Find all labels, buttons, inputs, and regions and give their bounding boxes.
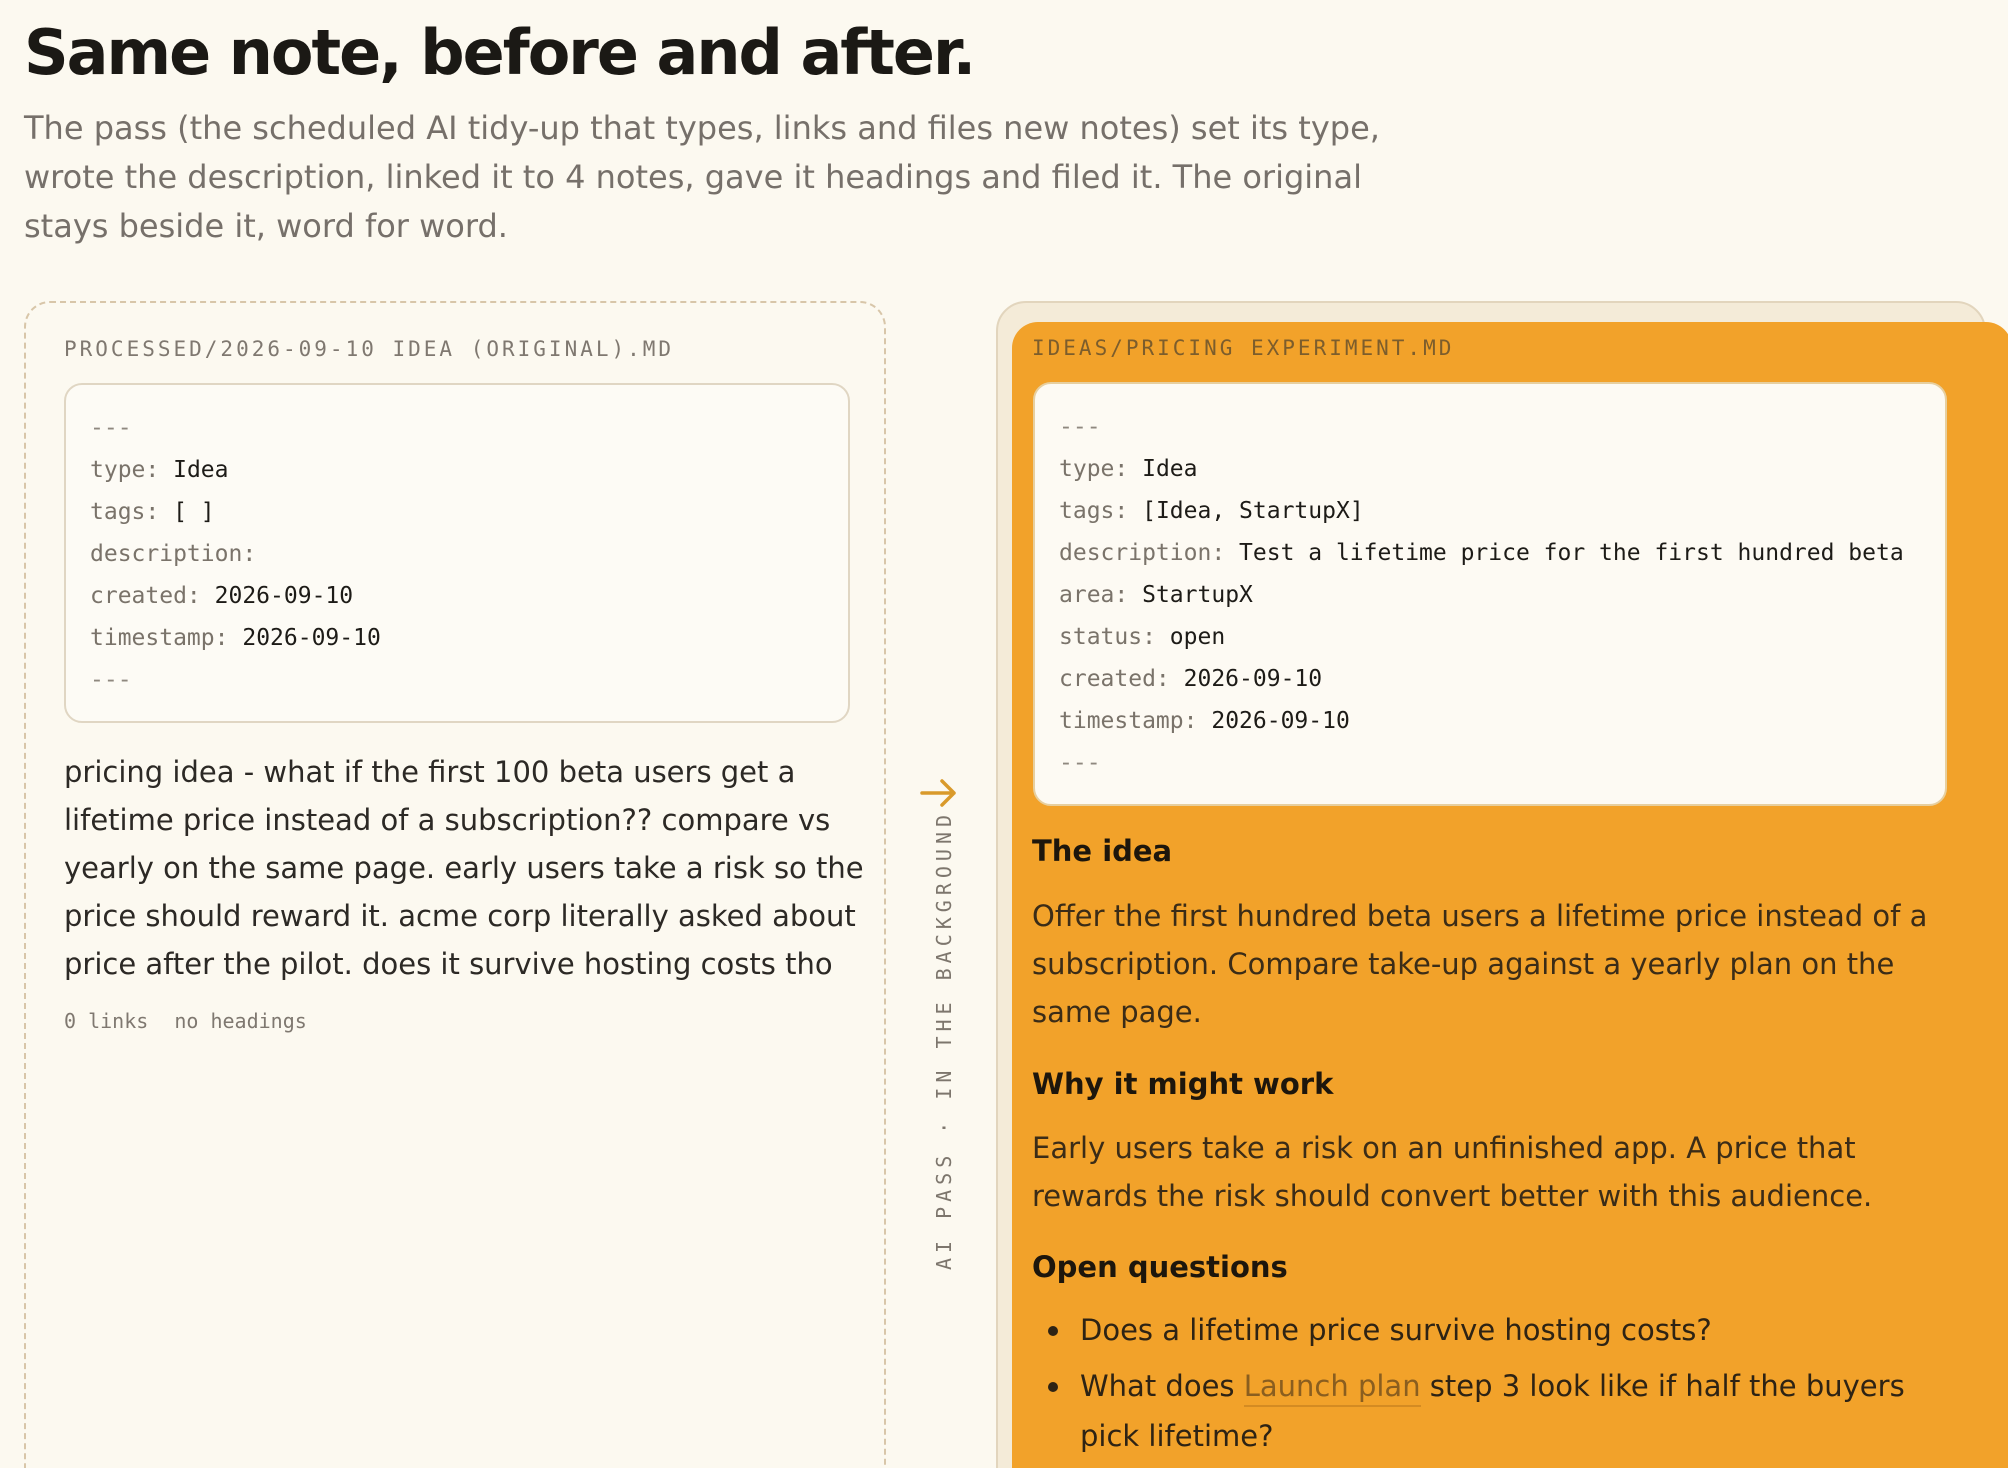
open-questions-list (1032, 1305, 1932, 1467)
frontmatter-key: timestamp: (90, 625, 229, 651)
frontmatter-value: 2026-09-10 (242, 625, 381, 651)
frontmatter-key: area: (1059, 582, 1129, 608)
frontmatter-description (90, 533, 824, 575)
frontmatter-key: type: (1059, 456, 1129, 482)
ai-pass-label: AI PASS · IN THE BACKGROUND (932, 809, 956, 1271)
frontmatter-value: 2026-09-10 (1183, 666, 1323, 692)
processed-note-path: IDEAS/PRICING EXPERIMENT.MD (1032, 336, 1455, 360)
question-text: Does a lifetime price survive hosting costs? (1080, 1313, 1712, 1347)
frontmatter-key: tags: (90, 499, 160, 525)
section-heading-why: Why it might work (1032, 1067, 1334, 1101)
frontmatter-delimiter: --- (90, 415, 132, 441)
frontmatter-key: description: (90, 541, 257, 567)
frontmatter-delimiter: --- (1059, 750, 1101, 776)
frontmatter-key: tags: (1059, 498, 1129, 524)
section-text-why: Early users take a risk on an unfinished app. A price that rewards the risk should convert better with this audience. (1032, 1131, 1873, 1213)
frontmatter-created (1059, 658, 1923, 700)
bullet-icon (1048, 1382, 1058, 1392)
frontmatter-value: 2026-09-10 (214, 583, 354, 609)
page-title: Same note, before and after. (24, 16, 975, 89)
frontmatter-value: StartupX (1142, 582, 1253, 608)
frontmatter-value: 2026-09-10 (1211, 708, 1350, 734)
processed-note-card (1012, 322, 2008, 1468)
original-note-path: PROCESSED/2026-09-10 IDEA (ORIGINAL).MD (64, 337, 675, 361)
headings-count: no headings (174, 1009, 307, 1033)
bullet-icon (1048, 1326, 1058, 1336)
section-text-idea: Offer the first hundred beta users a lifetime price instead of a subscription. Compare take-up against a yearly plan on the same page. (1032, 899, 1928, 1029)
frontmatter-delimiter: --- (90, 667, 132, 693)
frontmatter-key: timestamp: (1059, 708, 1198, 734)
frontmatter-key: created: (90, 583, 201, 609)
frontmatter-value: Idea (1142, 456, 1198, 482)
page-subtitle: The pass (the scheduled AI tidy-up that types, links and files new notes) set its type, wrote the description, linked it to 4 notes, gave it headings and filed it. The original stays beside it, word for word. (24, 109, 1380, 245)
original-note-card (24, 301, 886, 1468)
frontmatter-type (90, 449, 824, 491)
frontmatter-key: description: (1059, 540, 1226, 566)
frontmatter-timestamp (1059, 700, 1923, 742)
frontmatter-value: Test a lifetime price for the first hundred beta (1239, 540, 1904, 566)
original-note-stats (64, 1009, 307, 1033)
section-heading-questions: Open questions (1032, 1250, 1288, 1284)
frontmatter-type (1059, 448, 1923, 490)
frontmatter-area (1059, 574, 1923, 616)
frontmatter-timestamp (90, 617, 824, 659)
frontmatter-value: [Idea, StartupX] (1142, 498, 1364, 524)
frontmatter-tags (1059, 490, 1923, 532)
frontmatter-tags (90, 491, 824, 533)
list-item (1032, 1305, 1932, 1355)
frontmatter-value: [ ] (173, 499, 215, 525)
question-text-after: step 3 look like if half the buyers pick lifetime? (1080, 1369, 1905, 1453)
launch-plan-link[interactable]: Launch plan (1244, 1369, 1421, 1407)
frontmatter-key: type: (90, 457, 160, 483)
question-text-before: What does (1080, 1369, 1244, 1403)
original-note-body: pricing idea - what if the first 100 beta users get a lifetime price instead of a subscription?? compare vs yearly on the same page. early users take a risk so the price should reward it. acme corp literally asked about price after the pilot. does it survive hosting costs tho (64, 755, 864, 981)
frontmatter-key: created: (1059, 666, 1170, 692)
frontmatter-key: status: (1059, 624, 1156, 650)
frontmatter-description (1059, 532, 1923, 574)
frontmatter-delimiter: --- (1059, 414, 1101, 440)
processed-frontmatter (1033, 382, 1947, 806)
section-heading-idea: The idea (1032, 834, 1173, 868)
frontmatter-created (90, 575, 824, 617)
frontmatter-value: Idea (173, 457, 229, 483)
frontmatter-status (1059, 616, 1923, 658)
links-count: 0 links (64, 1009, 149, 1033)
original-frontmatter (64, 383, 850, 723)
frontmatter-value: open (1169, 624, 1226, 650)
list-item (1032, 1361, 1932, 1461)
